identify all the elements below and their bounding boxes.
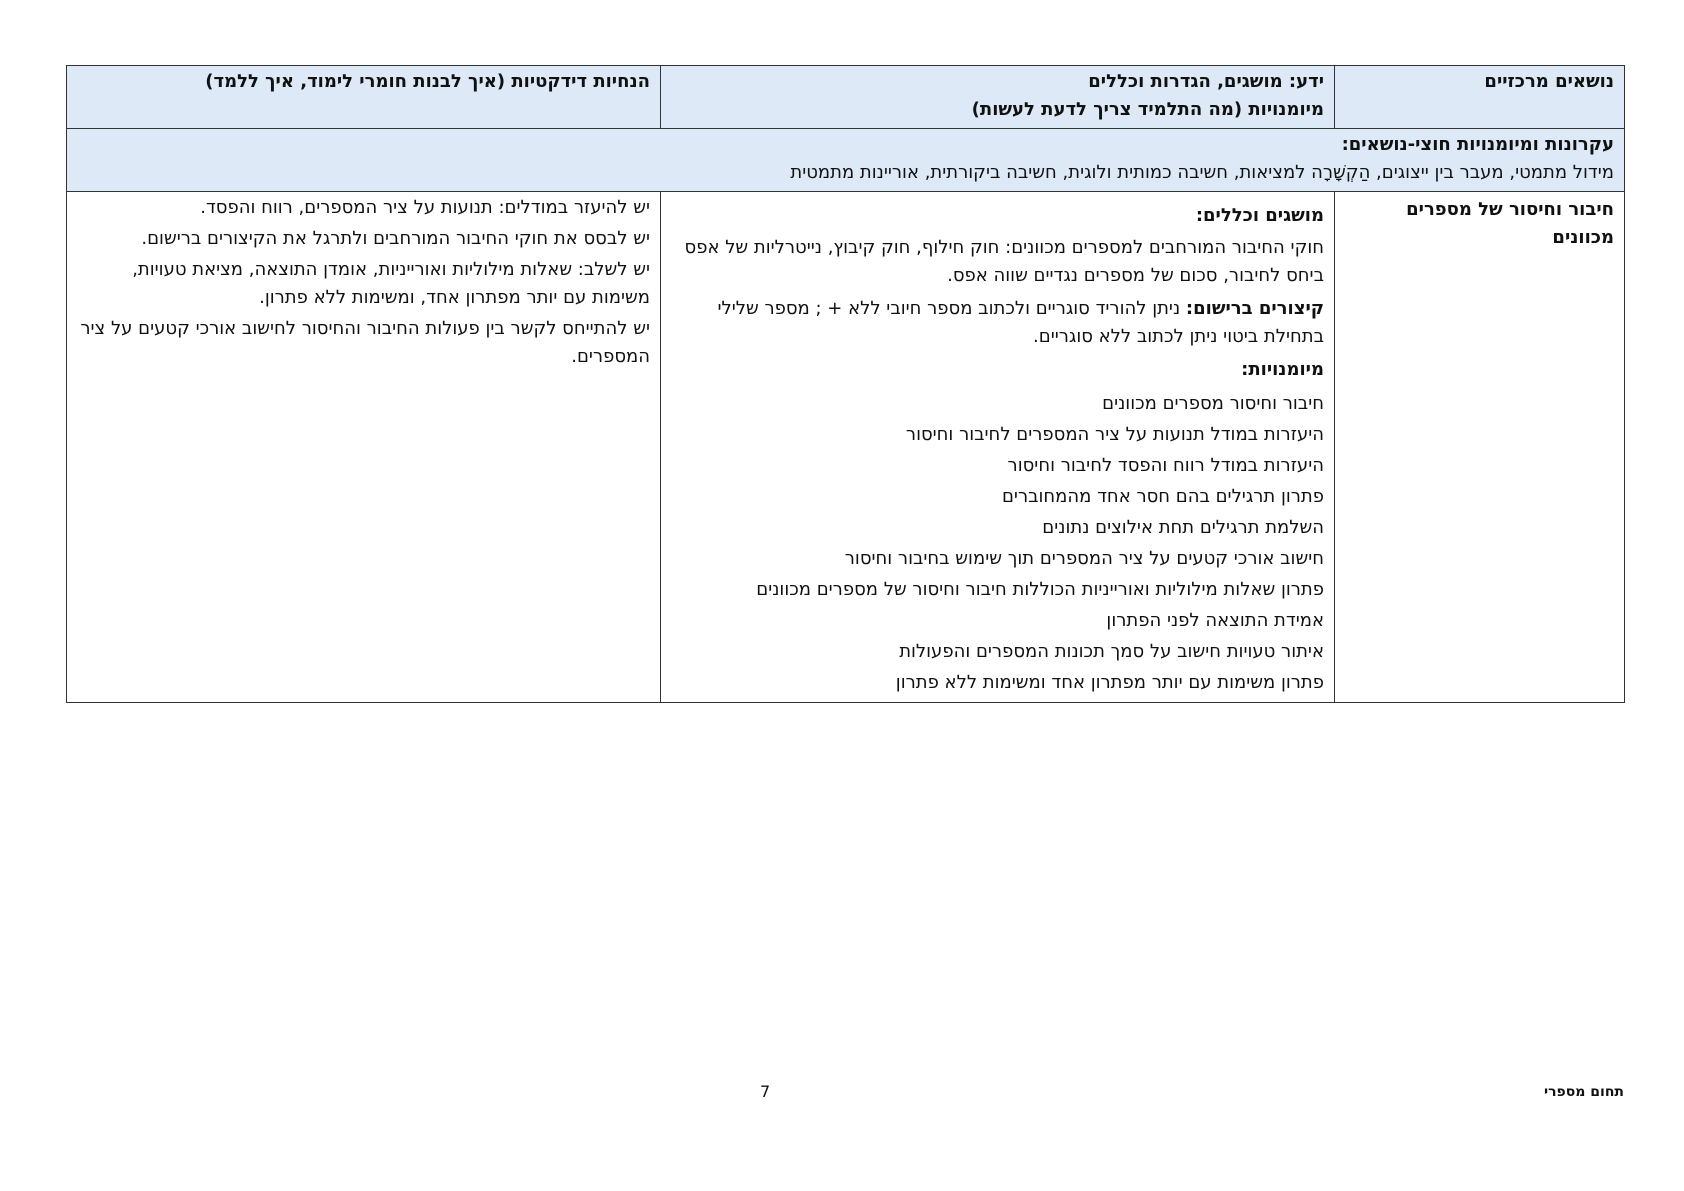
footer-title: תחום מספרי: [1543, 1084, 1624, 1100]
skill-item: היעזרות במודל רווח והפסד לחיבור וחיסור: [1007, 455, 1324, 476]
skill-item: פתרון תרגילים בהם חסר אחד מהמחוברים: [1001, 486, 1324, 507]
principles-row: [67, 129, 1625, 192]
skill-item: אמידת התוצאה לפני הפתרון: [1106, 610, 1324, 631]
skill-item: פתרון שאלות מילוליות ואורייניות הכוללות חיבור וחיסור של מספרים מכוונים: [756, 579, 1324, 600]
topic-row: [67, 192, 1625, 703]
didactic-item: יש לבסס את חוקי החיבור המורחבים ולתרגל את הקיצורים ברישום.: [141, 228, 650, 249]
header-knowledge: [661, 66, 1335, 129]
skill-item: איתור טעויות חישוב על סמך תכונות המספרים והפעולות: [899, 641, 1324, 662]
didactic-cell: [67, 192, 661, 703]
skills-title: מיומנויות:: [1241, 359, 1324, 380]
didactic-item: יש להיעזר במודלים: תנועות על ציר המספרים, רווח והפסד.: [200, 197, 650, 218]
principles-cell: [67, 129, 1625, 192]
skill-item: היעזרות במודל תנועות על ציר המספרים לחיבור וחיסור: [905, 424, 1324, 445]
principles-text: מידול מתמטי, מעבר בין ייצוגים, הַקְשָׁרָה למציאות, חשיבה כמותית ולוגית, חשיבה ביקורתית, אוריינות מתמטית: [790, 162, 1614, 183]
shortcuts-label: קיצורים ברישום:: [1185, 298, 1324, 319]
principles-title: עקרונות ומיומנויות חוצי-נושאים:: [1341, 134, 1614, 155]
header-topics: נושאים מרכזיים: [1335, 66, 1625, 129]
shortcuts-text: ניתן להוריד סוגריים ולכתוב מספר חיובי ללא + ; מספר שלילי בתחילת ביטוי ניתן לכתוב ללא סוגריים.: [717, 298, 1324, 347]
header-didactic: הנחיות דידקטיות (איך לבנות חומרי לימוד, איך ללמד): [67, 66, 661, 129]
didactic-item: יש להתייחס לקשר בין פעולות החיבור והחיסור לחישוב אורכי קטעים על ציר המספרים.: [80, 318, 650, 367]
skill-item: השלמת תרגילים תחת אילוצים נתונים: [1042, 517, 1324, 538]
topic-cell: חיבור וחיסור של מספרים מכוונים: [1335, 192, 1625, 703]
concepts-text: חוקי החיבור המורחבים למספרים מכוונים: חוק חילוף, חוק קיבוץ, נייטרליות של אפס ביחס לחיבור, סכום של מספרים נגדיים שווה אפס.: [684, 237, 1324, 286]
skill-item: חיבור וחיסור מספרים מכוונים: [1102, 393, 1324, 414]
skill-item: פתרון משימות עם יותר מפתרון אחד ומשימות ללא פתרון: [895, 672, 1324, 693]
concepts-title: מושגים וכללים:: [1195, 205, 1324, 226]
table-header-row: [67, 66, 1625, 129]
curriculum-table: [66, 65, 1625, 703]
shortcuts-paragraph: [671, 295, 1324, 351]
knowledge-cell: [661, 192, 1335, 703]
header-knowledge-line1: ידע: מושגים, הגדרות וכללים: [1088, 71, 1324, 92]
page-number: 7: [760, 1082, 771, 1101]
didactic-item: יש לשלב: שאלות מילוליות ואורייניות, אומדן התוצאה, מציאת טעויות, משימות עם יותר מפתרון אחד, ומשימות ללא פתרון.: [132, 259, 650, 308]
header-knowledge-line2: מיומנויות (מה התלמיד צריך לדעת לעשות): [971, 99, 1324, 120]
skill-item: חישוב אורכי קטעים על ציר המספרים תוך שימוש בחיבור וחיסור: [844, 548, 1324, 569]
